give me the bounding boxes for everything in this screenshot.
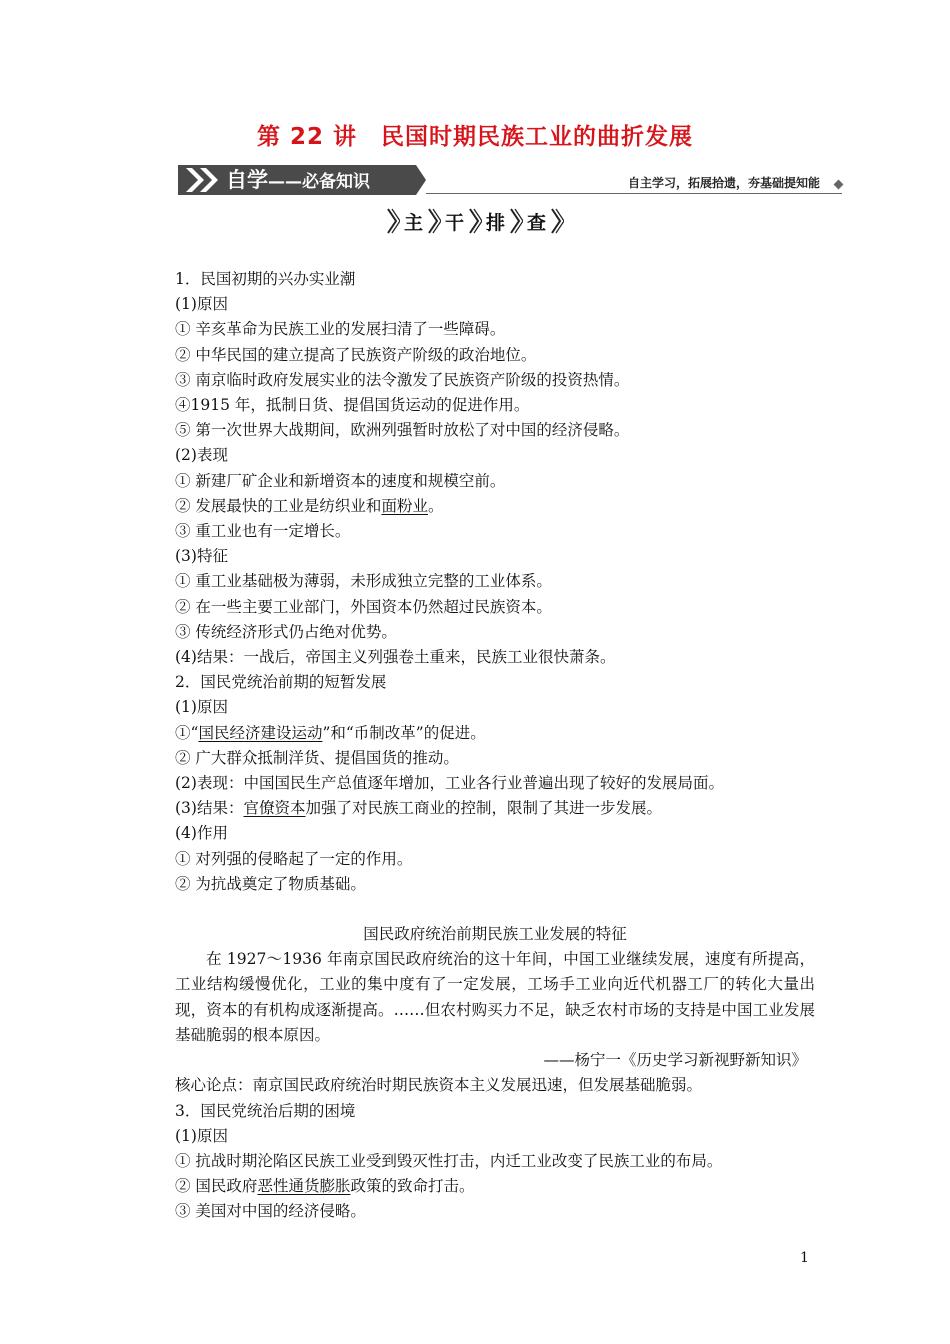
underlined-keyword: 面粉业	[381, 496, 428, 515]
banner-label	[226, 168, 370, 192]
list-item: ② 中华民国的建立提高了民族资产阶级的政治地位。	[175, 345, 537, 364]
list-item: ③ 重工业也有一定增长。	[175, 522, 351, 541]
chevron-right-icon	[468, 206, 482, 236]
list-item: ① 新建厂矿企业和新增资本的速度和规模空前。	[175, 471, 506, 490]
banner-divider	[426, 193, 842, 194]
banner-label-big: 自学	[226, 168, 268, 192]
subhead	[0, 206, 950, 236]
list-item	[175, 721, 815, 746]
underlined-keyword: 国民经济建设运动	[198, 723, 323, 742]
list-item	[175, 494, 815, 519]
list-item	[175, 1174, 815, 1199]
list-item: ② 为抗战奠定了物质基础。	[175, 874, 366, 893]
subsection-heading: (1)原因	[175, 1126, 228, 1145]
extra-reading-title: 国民政府统治前期民族工业发展的特征	[363, 925, 627, 944]
text-span: 政策的致命打击。	[350, 1177, 475, 1196]
chevron-right-icon	[427, 206, 441, 236]
performance-line: (2)表现：中国国民生产总值逐年增加，工业各行业普遍出现了较好的发展局面。	[175, 774, 724, 793]
section-heading: 1．民国初期的兴办实业潮	[175, 270, 356, 288]
page-title: 第 22 讲 民国时期民族工业的曲折发展	[256, 124, 694, 150]
chevron-right-icon	[509, 206, 523, 236]
extra-reading-text: 在 1927～1936 年南京国民政府统治的这十年间，中国工业继续发展，速度有所提高，工业结构缓慢优化，工业的集中度有了一定发展，工场手工业向近代机器工厂的转化大量出现，资本的有机构成逐渐提高。……但农村购买力不足，缺乏农村市场的支持是中国工业发展基础脆弱的根本原因。	[175, 950, 815, 1044]
subhead-char: 主	[403, 211, 423, 234]
list-item: ⑤ 第一次世界大战期间，欧洲列强暂时放松了对中国的经济侵略。	[175, 421, 630, 440]
banner-slogan: 自主学习，拓展拾遗，夯基础提知能	[627, 176, 820, 190]
text-span: (3)结果：	[175, 799, 244, 818]
section-heading: 2．国民党统治前期的短暂发展	[175, 673, 387, 692]
list-item: ④1915 年，抵制日货、提倡国货运动的促进作用。	[175, 396, 530, 415]
subhead-char: 查	[527, 211, 547, 234]
section-heading: 3．国民党统治后期的困境	[175, 1101, 356, 1120]
section-banner	[178, 165, 850, 195]
subsection-heading: (1)原因	[175, 698, 228, 717]
subsection-heading: (4)作用	[175, 824, 228, 843]
subhead-char: 干	[444, 211, 464, 234]
subsection-heading: (2)表现	[175, 446, 228, 465]
list-item: ③ 传统经济形式仍占绝对优势。	[175, 622, 397, 641]
extra-reading-source: ——杨宁一《历史学习新视野新知识》	[543, 1051, 807, 1070]
result-line	[175, 796, 815, 821]
diamond-icon	[834, 180, 844, 190]
banner-label-rest: ——必备知识	[268, 172, 370, 192]
text-span: 。	[427, 496, 444, 515]
list-item: ① 重工业基础极为薄弱，未形成独立完整的工业体系。	[175, 572, 552, 591]
text-span: ② 发展最快的工业是纺织业和	[175, 496, 382, 515]
text-span: 加强了对民族工商业的控制，限制了其进一步发展。	[305, 799, 662, 818]
main-content	[175, 267, 815, 1225]
list-item: ② 在一些主要工业部门，外国资本仍然超过民族资本。	[175, 597, 552, 616]
list-item: ① 辛亥革命为民族工业的发展扫清了一些障碍。	[175, 320, 506, 339]
list-item: ① 对列强的侵略起了一定的作用。	[175, 849, 413, 868]
list-item: ③ 美国对中国的经济侵略。	[175, 1202, 366, 1221]
list-item: ② 广大群众抵制洋货、提倡国货的推动。	[175, 748, 459, 767]
text-span: ② 国民政府	[175, 1177, 258, 1196]
underlined-keyword: 恶性通货膨胀	[257, 1177, 351, 1196]
text-span: ①“	[175, 723, 199, 742]
subsection-heading: (1)原因	[175, 295, 228, 314]
subhead-char: 排	[486, 211, 506, 234]
core-argument: 核心论点：南京国民政府统治时期民族资本主义发展迅速，但发展基础脆弱。	[175, 1076, 703, 1095]
chevron-right-icon	[386, 206, 400, 236]
text-span: ”和“币制改革”的促进。	[322, 723, 486, 742]
page-number: 1	[800, 1250, 809, 1266]
chevron-right-icon	[550, 206, 564, 236]
list-item: ③ 南京临时政府发展实业的法令激发了民族资产阶级的投资热情。	[175, 370, 630, 389]
underlined-keyword: 官僚资本	[243, 799, 306, 818]
subsection-heading: (3)特征	[175, 547, 228, 566]
list-item: ① 抗战时期沦陷区民族工业受到毁灭性打击，内迁工业改变了民族工业的布局。	[175, 1151, 723, 1170]
result-line: (4)结果：一战后，帝国主义列强卷土重来，民族工业很快萧条。	[175, 648, 616, 667]
